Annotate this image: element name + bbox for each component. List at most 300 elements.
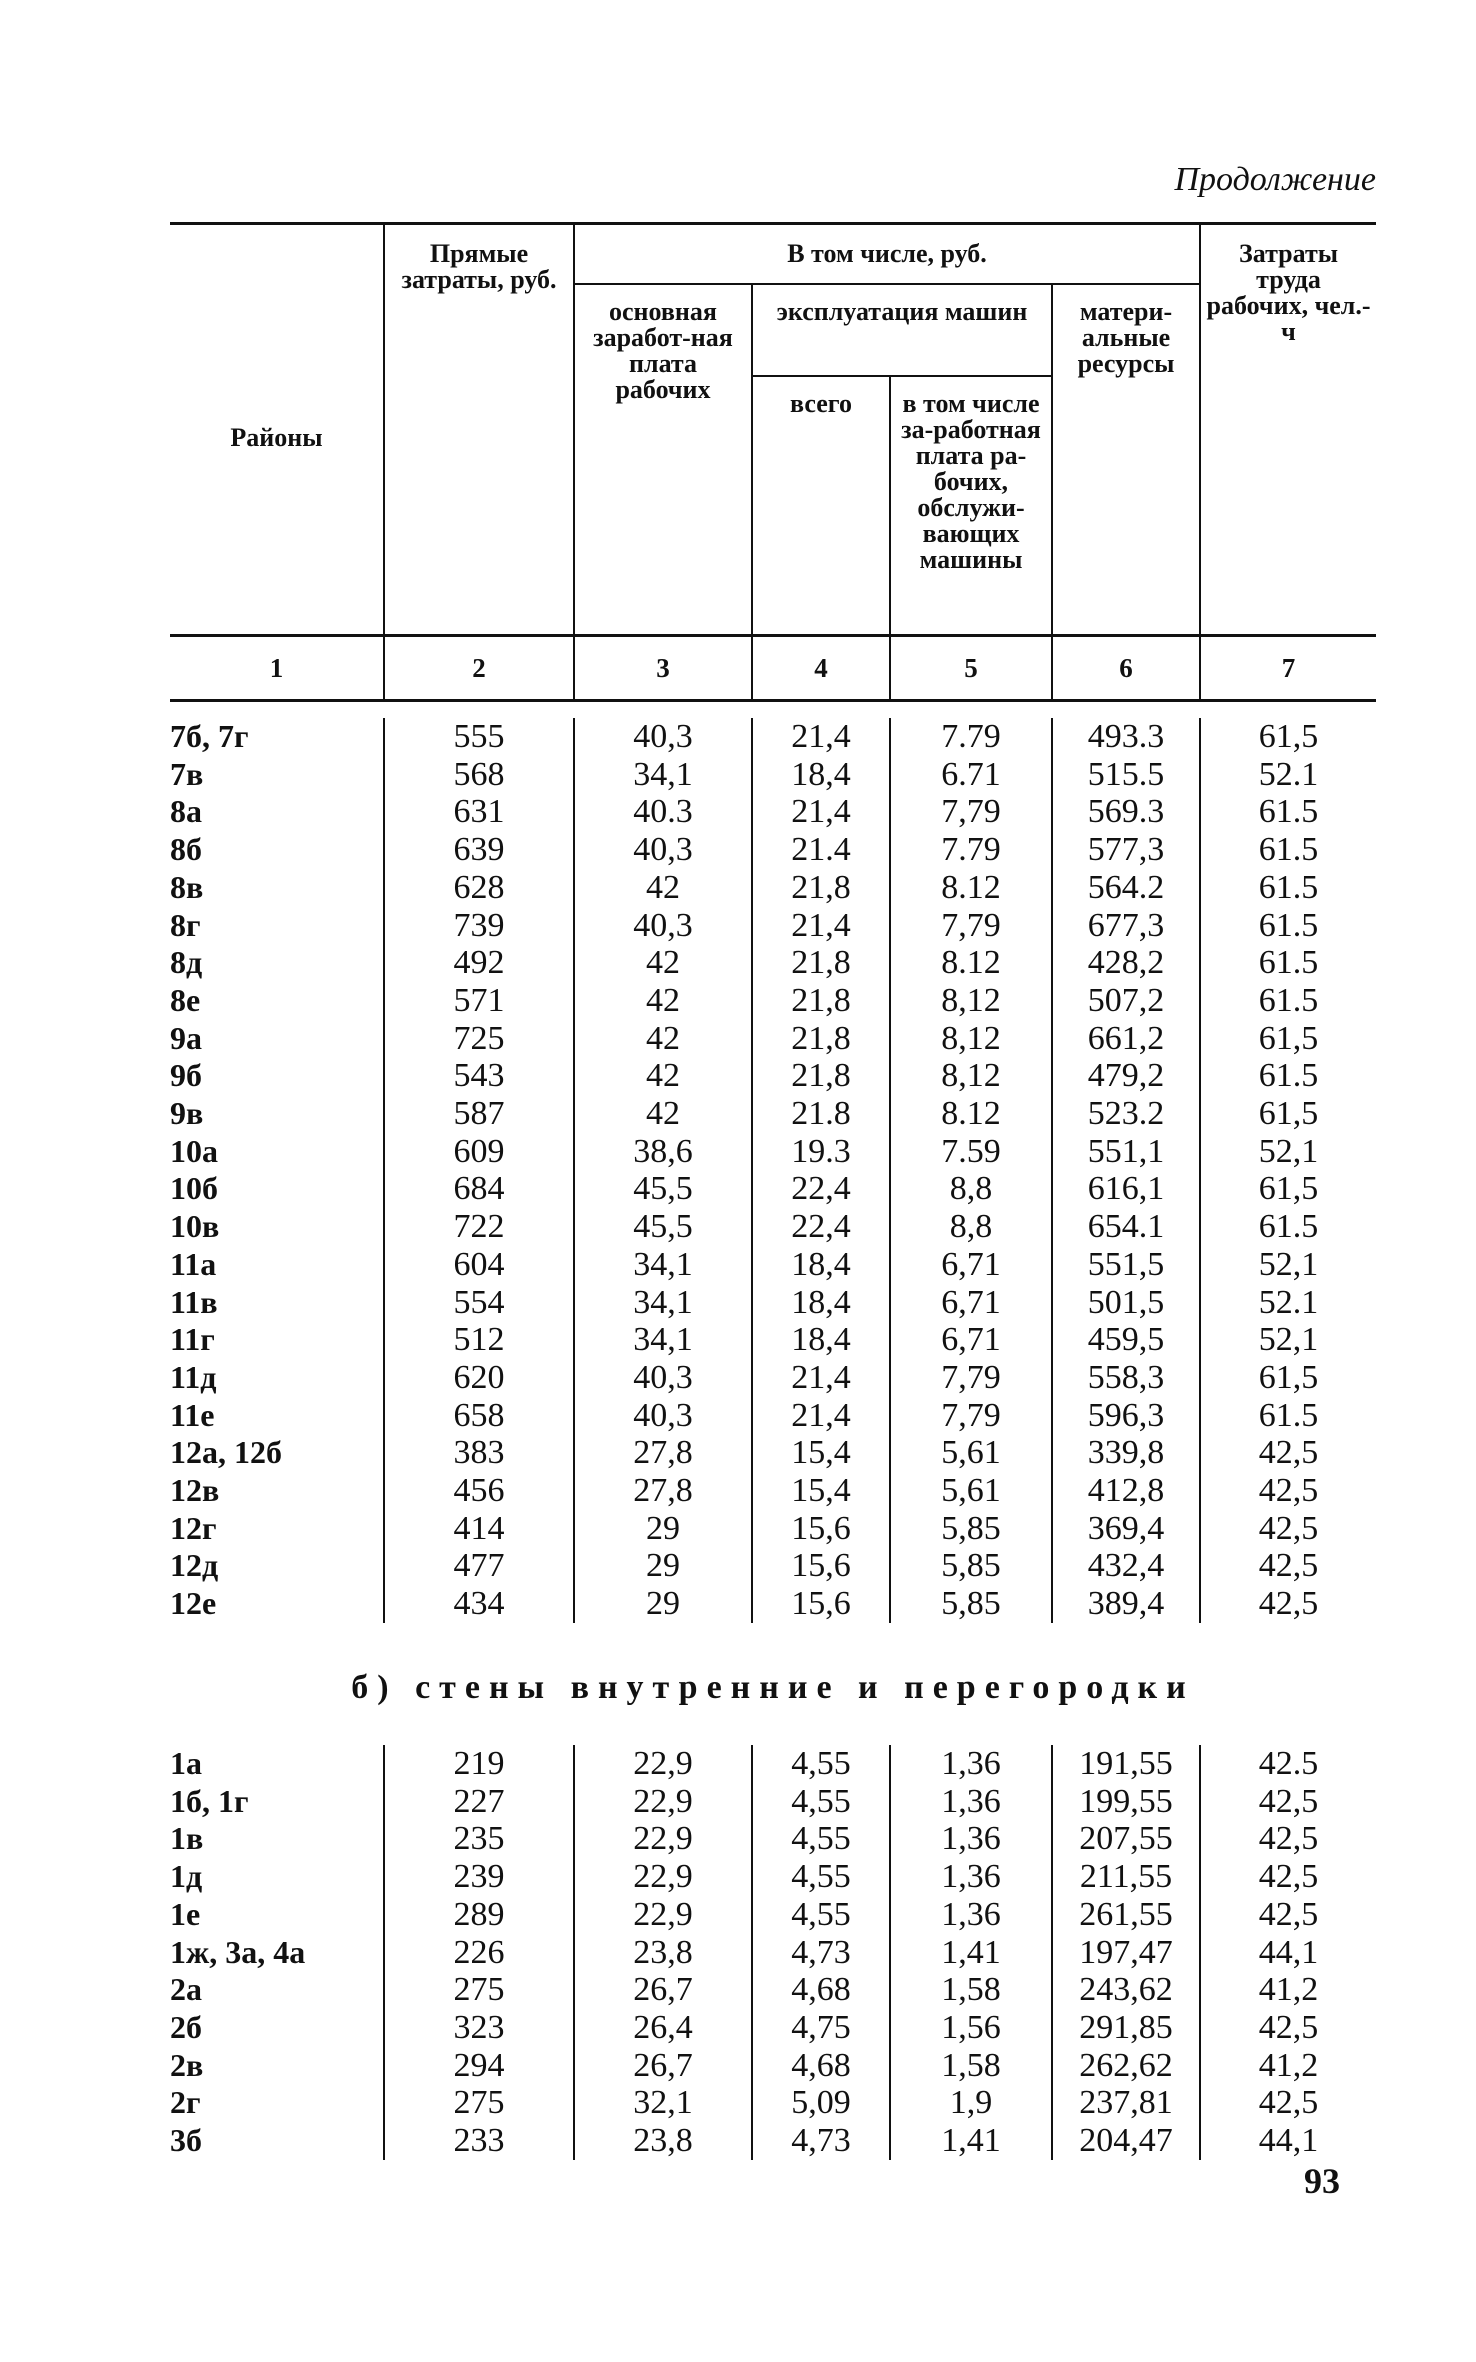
header-regions: Районы [230, 422, 323, 452]
value-cell: 34,1 [574, 1321, 752, 1359]
value-cell: 4,55 [752, 1896, 890, 1934]
value-cell: 661,2 [1052, 1020, 1200, 1058]
value-cell: 564.2 [1052, 869, 1200, 907]
region-cell: 11г [170, 1321, 215, 1358]
region-cell: 10а [170, 1132, 218, 1169]
value-cell: 22,4 [752, 1170, 890, 1208]
value-cell: 29 [574, 1510, 752, 1548]
value-cell: 21,8 [752, 982, 890, 1020]
value-cell: 34,1 [574, 1284, 752, 1322]
value-cell: 616,1 [1052, 1170, 1200, 1208]
region-cell: 9а [170, 1019, 202, 1056]
value-cell: 551,1 [1052, 1133, 1200, 1171]
table-row [170, 1971, 1376, 2009]
table-row [170, 2084, 1376, 2122]
region-cell: 3б [170, 2122, 202, 2159]
value-cell: 8.12 [890, 1095, 1052, 1133]
value-cell: 8,8 [890, 1170, 1052, 1208]
value-cell: 61,5 [1200, 1020, 1376, 1058]
value-cell: 22,4 [752, 1208, 890, 1246]
value-cell: 40,3 [574, 907, 752, 945]
value-cell: 22,9 [574, 1858, 752, 1896]
table-row [170, 1547, 1376, 1585]
value-cell: 15,4 [752, 1472, 890, 1510]
value-cell: 15,6 [752, 1585, 890, 1623]
value-cell: 42 [574, 869, 752, 907]
value-cell: 620 [384, 1359, 574, 1397]
header-machine-operation: эксплуатация машин [752, 284, 1052, 376]
value-cell: 61.5 [1200, 869, 1376, 907]
value-cell: 291,85 [1052, 2009, 1200, 2047]
value-cell: 1,41 [890, 1934, 1052, 1972]
value-cell: 18,4 [752, 756, 890, 794]
region-cell: 1д [170, 1858, 203, 1895]
value-cell: 42,5 [1200, 1585, 1376, 1623]
value-cell: 243,62 [1052, 1971, 1200, 2009]
value-cell: 61.5 [1200, 831, 1376, 869]
table-row [170, 1585, 1376, 1623]
value-cell: 52,1 [1200, 1321, 1376, 1359]
value-cell: 235 [384, 1820, 574, 1858]
value-cell: 22,9 [574, 1745, 752, 1783]
table-row [170, 1170, 1376, 1208]
value-cell: 4,73 [752, 2122, 890, 2160]
region-cell: 11д [170, 1358, 217, 1395]
table-header [170, 222, 1376, 702]
value-cell: 4,55 [752, 1820, 890, 1858]
value-cell: 1,36 [890, 1820, 1052, 1858]
value-cell: 294 [384, 2047, 574, 2085]
value-cell: 40,3 [574, 831, 752, 869]
value-cell: 61.5 [1200, 944, 1376, 982]
value-cell: 1,36 [890, 1745, 1052, 1783]
value-cell: 42,5 [1200, 1820, 1376, 1858]
value-cell: 61.5 [1200, 793, 1376, 831]
value-cell: 577,3 [1052, 831, 1200, 869]
value-cell: 42,5 [1200, 2084, 1376, 2122]
value-cell: 5,85 [890, 1547, 1052, 1585]
value-cell: 27,8 [574, 1434, 752, 1472]
value-cell: 262,62 [1052, 2047, 1200, 2085]
table-row [170, 1858, 1376, 1896]
region-cell: 11а [170, 1245, 217, 1282]
value-cell: 434 [384, 1585, 574, 1623]
value-cell: 6.71 [890, 756, 1052, 794]
value-cell: 40.3 [574, 793, 752, 831]
table-row [170, 982, 1376, 1020]
value-cell: 677,3 [1052, 907, 1200, 945]
value-cell: 479,2 [1052, 1057, 1200, 1095]
value-cell: 722 [384, 1208, 574, 1246]
value-cell: 42 [574, 1020, 752, 1058]
region-cell: 7б, 7г [170, 718, 249, 754]
region-cell: 8г [170, 906, 201, 943]
value-cell: 7,79 [890, 1397, 1052, 1435]
value-cell: 61.5 [1200, 907, 1376, 945]
value-cell: 44,1 [1200, 1934, 1376, 1972]
value-cell: 42 [574, 944, 752, 982]
value-cell: 52,1 [1200, 1133, 1376, 1171]
value-cell: 22,9 [574, 1783, 752, 1821]
value-cell: 21.4 [752, 831, 890, 869]
value-cell: 42,5 [1200, 1547, 1376, 1585]
column-number: 7 [1200, 636, 1376, 701]
value-cell: 21,4 [752, 1359, 890, 1397]
table-row [170, 1359, 1376, 1397]
page-number: 93 [1304, 2161, 1340, 2201]
region-cell: 1ж, 3а, 4а [170, 1933, 306, 1970]
value-cell: 654.1 [1052, 1208, 1200, 1246]
value-cell: 5,85 [890, 1510, 1052, 1548]
value-cell: 5,09 [752, 2084, 890, 2122]
header-base-wage: основная заработ-ная плата рабочих [574, 284, 752, 636]
value-cell: 61,5 [1200, 718, 1376, 756]
header-materials: матери-альные ресурсы [1052, 284, 1200, 636]
value-cell: 21,8 [752, 944, 890, 982]
column-numbers-row [170, 636, 1376, 701]
value-cell: 501,5 [1052, 1284, 1200, 1322]
region-cell: 1е [170, 1895, 201, 1932]
value-cell: 571 [384, 982, 574, 1020]
value-cell: 42,5 [1200, 1896, 1376, 1934]
value-cell: 8,12 [890, 1057, 1052, 1095]
value-cell: 219 [384, 1745, 574, 1783]
value-cell: 32,1 [574, 2084, 752, 2122]
value-cell: 15,4 [752, 1434, 890, 1472]
value-cell: 42,5 [1200, 2009, 1376, 2047]
table-row [170, 2122, 1376, 2160]
value-cell: 226 [384, 1934, 574, 1972]
value-cell: 21,8 [752, 869, 890, 907]
value-cell: 40,3 [574, 1397, 752, 1435]
region-cell: 12а, 12б [170, 1434, 282, 1471]
header-including: В том числе, руб. [574, 224, 1200, 284]
value-cell: 7.59 [890, 1133, 1052, 1171]
region-cell: 12д [170, 1547, 219, 1584]
table-row [170, 756, 1376, 794]
table-row [170, 718, 1376, 756]
value-cell: 42,5 [1200, 1858, 1376, 1896]
value-cell: 61,5 [1200, 1170, 1376, 1208]
value-cell: 554 [384, 1284, 574, 1322]
value-cell: 21,8 [752, 1057, 890, 1095]
table-row [170, 1284, 1376, 1322]
value-cell: 8.12 [890, 869, 1052, 907]
table-row [170, 1020, 1376, 1058]
value-cell: 604 [384, 1246, 574, 1284]
value-cell: 456 [384, 1472, 574, 1510]
value-cell: 61,5 [1200, 1095, 1376, 1133]
value-cell: 596,3 [1052, 1397, 1200, 1435]
section-b-table [170, 1745, 1376, 2160]
value-cell: 631 [384, 793, 574, 831]
value-cell: 1,58 [890, 1971, 1052, 2009]
value-cell: 493.3 [1052, 718, 1200, 756]
value-cell: 18,4 [752, 1246, 890, 1284]
value-cell: 237,81 [1052, 2084, 1200, 2122]
table-row [170, 869, 1376, 907]
value-cell: 41,2 [1200, 2047, 1376, 2085]
value-cell: 4,73 [752, 1934, 890, 1972]
value-cell: 412,8 [1052, 1472, 1200, 1510]
header-total: всего [752, 376, 890, 636]
value-cell: 8,8 [890, 1208, 1052, 1246]
value-cell: 492 [384, 944, 574, 982]
continuation-label: Продолжение [1174, 161, 1376, 198]
table-row [170, 1783, 1376, 1821]
value-cell: 568 [384, 756, 574, 794]
value-cell: 61.5 [1200, 1057, 1376, 1095]
value-cell: 6,71 [890, 1321, 1052, 1359]
column-number: 6 [1052, 636, 1200, 701]
value-cell: 558,3 [1052, 1359, 1200, 1397]
value-cell: 587 [384, 1095, 574, 1133]
value-cell: 227 [384, 1783, 574, 1821]
value-cell: 339,8 [1052, 1434, 1200, 1472]
value-cell: 21,4 [752, 1397, 890, 1435]
value-cell: 432,4 [1052, 1547, 1200, 1585]
value-cell: 323 [384, 2009, 574, 2047]
table-row [170, 1434, 1376, 1472]
value-cell: 4,68 [752, 2047, 890, 2085]
table-row [170, 1510, 1376, 1548]
value-cell: 22,9 [574, 1820, 752, 1858]
value-cell: 21.8 [752, 1095, 890, 1133]
value-cell: 7.79 [890, 718, 1052, 756]
value-cell: 27,8 [574, 1472, 752, 1510]
table-row [170, 1095, 1376, 1133]
value-cell: 52.1 [1200, 756, 1376, 794]
region-cell: 8б [170, 831, 202, 868]
value-cell: 22,9 [574, 1896, 752, 1934]
table-row [170, 1057, 1376, 1095]
value-cell: 8,12 [890, 982, 1052, 1020]
section-a-table [170, 718, 1376, 1623]
column-number: 3 [574, 636, 752, 701]
table-row [170, 1246, 1376, 1284]
value-cell: 42,5 [1200, 1434, 1376, 1472]
value-cell: 42 [574, 982, 752, 1020]
value-cell: 725 [384, 1020, 574, 1058]
header-direct-costs: Прямые затраты, руб. [384, 224, 574, 636]
table-row [170, 1208, 1376, 1246]
region-cell: 1а [170, 1745, 202, 1781]
value-cell: 34,1 [574, 1246, 752, 1284]
value-cell: 1,56 [890, 2009, 1052, 2047]
column-number: 4 [752, 636, 890, 701]
table-row [170, 1397, 1376, 1435]
table-row [170, 1321, 1376, 1359]
value-cell: 21,4 [752, 907, 890, 945]
value-cell: 5,61 [890, 1472, 1052, 1510]
region-cell: 2в [170, 2046, 204, 2083]
value-cell: 7.79 [890, 831, 1052, 869]
value-cell: 26,7 [574, 2047, 752, 2085]
value-cell: 211,55 [1052, 1858, 1200, 1896]
table-row [170, 1472, 1376, 1510]
table-row [170, 1896, 1376, 1934]
value-cell: 52.1 [1200, 1284, 1376, 1322]
value-cell: 5,85 [890, 1585, 1052, 1623]
value-cell: 6,71 [890, 1284, 1052, 1322]
region-cell: 10б [170, 1170, 218, 1207]
value-cell: 61.5 [1200, 1208, 1376, 1246]
value-cell: 15,6 [752, 1510, 890, 1548]
value-cell: 42,5 [1200, 1472, 1376, 1510]
value-cell: 555 [384, 718, 574, 756]
table-row [170, 831, 1376, 869]
value-cell: 23,8 [574, 2122, 752, 2160]
table-row [170, 1745, 1376, 1783]
value-cell: 1,36 [890, 1783, 1052, 1821]
value-cell: 369,4 [1052, 1510, 1200, 1548]
region-cell: 12в [170, 1472, 220, 1509]
value-cell: 383 [384, 1434, 574, 1472]
value-cell: 42 [574, 1057, 752, 1095]
value-cell: 44,1 [1200, 2122, 1376, 2160]
region-cell: 1в [170, 1820, 204, 1857]
value-cell: 207,55 [1052, 1820, 1200, 1858]
region-cell: 8е [170, 981, 201, 1018]
value-cell: 29 [574, 1585, 752, 1623]
value-cell: 21,8 [752, 1020, 890, 1058]
table-row [170, 2009, 1376, 2047]
value-cell: 459,5 [1052, 1321, 1200, 1359]
value-cell: 609 [384, 1133, 574, 1171]
value-cell: 40,3 [574, 1359, 752, 1397]
value-cell: 40,3 [574, 718, 752, 756]
region-cell: 10в [170, 1208, 220, 1245]
value-cell: 8.12 [890, 944, 1052, 982]
value-cell: 275 [384, 2084, 574, 2122]
value-cell: 34,1 [574, 756, 752, 794]
value-cell: 4,55 [752, 1858, 890, 1896]
value-cell: 8,12 [890, 1020, 1052, 1058]
value-cell: 512 [384, 1321, 574, 1359]
table-row [170, 1820, 1376, 1858]
value-cell: 61,5 [1200, 1359, 1376, 1397]
value-cell: 239 [384, 1858, 574, 1896]
column-number: 1 [170, 636, 384, 701]
value-cell: 233 [384, 2122, 574, 2160]
column-number: 5 [890, 636, 1052, 701]
value-cell: 414 [384, 1510, 574, 1548]
header-labor: Затраты труда рабочих, чел.-ч [1200, 224, 1376, 636]
table-row [170, 944, 1376, 982]
region-cell: 2г [170, 2084, 201, 2121]
value-cell: 26,4 [574, 2009, 752, 2047]
value-cell: 45,5 [574, 1208, 752, 1246]
value-cell: 1,36 [890, 1896, 1052, 1934]
value-cell: 507,2 [1052, 982, 1200, 1020]
region-cell: 2б [170, 2008, 202, 2045]
section-b-title: б) стены внутренние и перегородки [351, 1669, 1195, 1706]
table-row [170, 2047, 1376, 2085]
value-cell: 42.5 [1200, 1745, 1376, 1783]
value-cell: 1,36 [890, 1858, 1052, 1896]
value-cell: 191,55 [1052, 1745, 1200, 1783]
value-cell: 61.5 [1200, 982, 1376, 1020]
value-cell: 38,6 [574, 1133, 752, 1171]
value-cell: 52,1 [1200, 1246, 1376, 1284]
value-cell: 18,4 [752, 1321, 890, 1359]
table-row [170, 907, 1376, 945]
value-cell: 1,58 [890, 2047, 1052, 2085]
value-cell: 1,9 [890, 2084, 1052, 2122]
value-cell: 42 [574, 1095, 752, 1133]
value-cell: 23,8 [574, 1934, 752, 1972]
region-cell: 1б, 1г [170, 1782, 249, 1819]
value-cell: 197,47 [1052, 1934, 1200, 1972]
region-cell: 12г [170, 1509, 217, 1546]
value-cell: 739 [384, 907, 574, 945]
value-cell: 61.5 [1200, 1397, 1376, 1435]
region-cell: 11в [170, 1283, 218, 1320]
value-cell: 26,7 [574, 1971, 752, 2009]
header-incl-wage: в том числе за-работная плата ра-бочих, обслужи-вающих машины [890, 376, 1052, 636]
value-cell: 515.5 [1052, 756, 1200, 794]
value-cell: 5,61 [890, 1434, 1052, 1472]
value-cell: 15,6 [752, 1547, 890, 1585]
table-row [170, 793, 1376, 831]
value-cell: 7,79 [890, 793, 1052, 831]
value-cell: 639 [384, 831, 574, 869]
value-cell: 21,4 [752, 793, 890, 831]
region-cell: 12е [170, 1585, 217, 1622]
region-cell: 9б [170, 1057, 202, 1094]
value-cell: 4,75 [752, 2009, 890, 2047]
value-cell: 428,2 [1052, 944, 1200, 982]
value-cell: 199,55 [1052, 1783, 1200, 1821]
value-cell: 684 [384, 1170, 574, 1208]
value-cell: 4,68 [752, 1971, 890, 2009]
value-cell: 628 [384, 869, 574, 907]
value-cell: 477 [384, 1547, 574, 1585]
value-cell: 6,71 [890, 1246, 1052, 1284]
value-cell: 19.3 [752, 1133, 890, 1171]
value-cell: 42,5 [1200, 1510, 1376, 1548]
value-cell: 21,4 [752, 718, 890, 756]
region-cell: 9в [170, 1095, 204, 1132]
value-cell: 18,4 [752, 1284, 890, 1322]
value-cell: 1,41 [890, 2122, 1052, 2160]
region-cell: 8д [170, 944, 203, 981]
value-cell: 261,55 [1052, 1896, 1200, 1934]
region-cell: 7в [170, 755, 204, 792]
region-cell: 8в [170, 868, 204, 905]
value-cell: 4,55 [752, 1783, 890, 1821]
value-cell: 29 [574, 1547, 752, 1585]
column-number: 2 [384, 636, 574, 701]
region-cell: 11е [170, 1396, 215, 1433]
value-cell: 45,5 [574, 1170, 752, 1208]
value-cell: 289 [384, 1896, 574, 1934]
value-cell: 4,55 [752, 1745, 890, 1783]
value-cell: 204,47 [1052, 2122, 1200, 2160]
value-cell: 275 [384, 1971, 574, 2009]
value-cell: 569.3 [1052, 793, 1200, 831]
region-cell: 2а [170, 1971, 202, 2008]
value-cell: 42,5 [1200, 1783, 1376, 1821]
value-cell: 7,79 [890, 1359, 1052, 1397]
value-cell: 543 [384, 1057, 574, 1095]
value-cell: 389,4 [1052, 1585, 1200, 1623]
table-row [170, 1133, 1376, 1171]
region-cell: 8а [170, 793, 202, 830]
value-cell: 658 [384, 1397, 574, 1435]
value-cell: 7,79 [890, 907, 1052, 945]
value-cell: 523.2 [1052, 1095, 1200, 1133]
